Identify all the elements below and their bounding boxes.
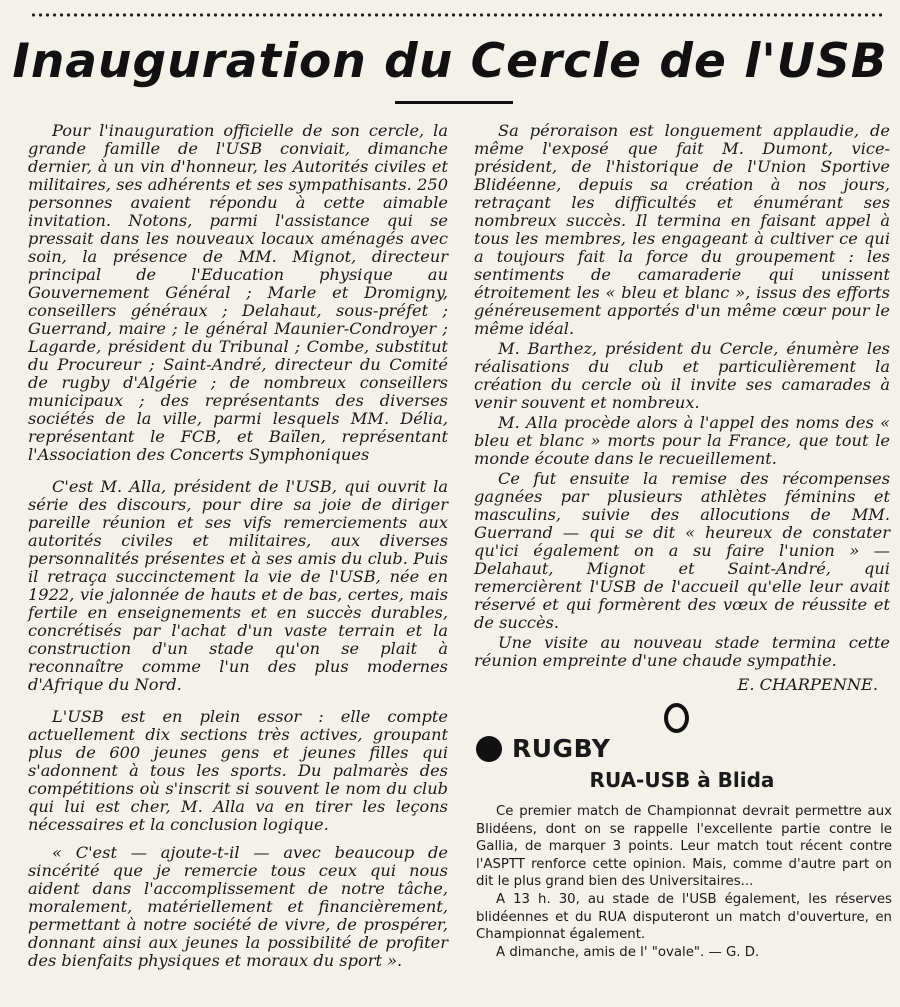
paragraph: L'USB est en plein essor : elle compte actuellement dix sections très actives, groupant plus de 600 jeunes gens et jeunes filles qui s'adonnent à tous les sports. Du palmarès des compétitions où s'inscrit si souvent le nom du club qui lui est cher, M. Alla va en tirer les leçons nécessaires et la conclusion logique. bbox=[28, 707, 448, 834]
right-column bbox=[474, 122, 890, 670]
paragraph: « C'est — ajoute-t-il — avec beaucoup de sincérité que je remercie tous ceux qui nous aident dans l'accomplissement de notre tâche, moralement, matériellement et financièrement, permettant à notre société de vivre, de prospérer, donnant ainsi aux jeunes la possibilité de profiter des bienfaits physiques et moraux du sport ». bbox=[28, 843, 448, 970]
rugby-section-heading bbox=[476, 734, 610, 763]
match-title: RUA-USB à Blida bbox=[589, 768, 775, 792]
article-headline: Inauguration du Cercle de l'USB bbox=[12, 34, 888, 89]
top-dotted-rule bbox=[30, 12, 886, 18]
paragraph: C'est M. Alla, président de l'USB, qui ouvrit la série des discours, pour dire sa joie de diriger pareille réunion et ses vifs remerciements aux autorités civiles et militaires, aux diverses personnalités présentes et à ses amis du club. Puis il retraça succinctement la vie de l'USB, née en 1922, vie jalonnée de hauts et de bas, certes, mais fertile en enseignements et en succès durables, concrétisés par l'achat d'un vaste terrain et la construction d'un stade qu'on se plait à reconnaître comme l'un des plus modernes d'Afrique du Nord. bbox=[28, 477, 448, 694]
circle-separator-icon bbox=[664, 703, 689, 733]
paragraph: A 13 h. 30, au stade de l'USB également, les réserves blidéennes et du RUA disputeront un match d'ouverture, en Championnat également. bbox=[476, 891, 892, 943]
paragraph: M. Alla procède alors à l'appel des noms des « bleu et blanc » morts pour la France, que tout le monde écoute dans le recueillement. bbox=[474, 413, 890, 468]
rugby-section-title: RUGBY bbox=[512, 734, 611, 763]
paragraph: M. Barthez, président du Cercle, énumère les réalisations du club et particulièrement la création du cercle où il invite ses camarades à venir souvent et nombreux. bbox=[474, 339, 890, 412]
paragraph: A dimanche, amis de l' "ovale". — G. D. bbox=[496, 944, 760, 960]
left-column bbox=[28, 122, 448, 970]
author-signature: E. CHARPENNE. bbox=[737, 675, 878, 694]
paragraph: Pour l'inauguration officielle de son cercle, la grande famille de l'USB conviait, dimanche dernier, à un vin d'honneur, les Autorités civiles et militaires, ses adhérents et ses sympathisants. 250 personnes avaient répondu à cette aimable invitation. Notons, parmi l'assistance qui se pressait dans les nouveaux locaux aménagés avec soin, la présence de MM. Mignot, directeur principal de l'Education physique au Gouvernement Général ; Marle et Dromigny, conseillers généraux ; Delahaut, sous-préfet ; Guerrand, maire ; le général Maunier-Condroyer ; Lagarde, président du Tribunal ; Combe, substitut du Procureur ; Saint-André, directeur du Comité de rugby d'Algérie ; de nombreux conseillers municipaux ; des représentants des diverses sociétés de la ville, parmi lesquels MM. Délia, représentant le FCB, et Baïlen, représentant l'Association des Concerts Symphoniques bbox=[28, 121, 448, 464]
paragraph: Sa péroraison est longuement applaudie, de même l'exposé que fait M. Dumont, vice-président, de l'historique de l'Union Sportive Blidéenne, depuis sa création à nos jours, retraçant les difficultés et énumérant ses nombreux succès. Il termina en faisant appel à tous les membres, les engageant à cultiver ce qui a toujours fait la force du groupement : les sentiments de camaraderie qui unissent étroitement les « bleu et blanc », issus des efforts généreusement apportés d'un même cœur pour le même idéal. bbox=[474, 121, 890, 338]
headline-underline bbox=[395, 101, 513, 104]
bullet-icon bbox=[476, 736, 502, 762]
paragraph: Ce fut ensuite la remise des récompenses gagnées par plusieurs athlètes féminins et masculins, suivie des allocutions de MM. Guerrand — qui se dit « heureux de constater qu'ici également on a su faire l'union » — Delahaut, Mignot et Saint-André, qui remercièrent l'USB de l'accueil qu'elle leur avait réservé et qui formèrent des vœux de réussite et de succès. bbox=[474, 469, 890, 632]
paragraph: Une visite au nouveau stade termina cette réunion empreinte d'une chaude sympathie. bbox=[474, 633, 890, 670]
paragraph: Ce premier match de Championnat devrait permettre aux Blidéens, dont on se rappelle l'excellente partie contre le Gallia, de marquer 3 points. Leur match tout récent contre l'ASPTT renforce cette opinion. Mais, comme d'autre part on dit le plus grand bien des Universitaires... bbox=[476, 804, 892, 890]
rugby-article-body bbox=[476, 803, 892, 961]
